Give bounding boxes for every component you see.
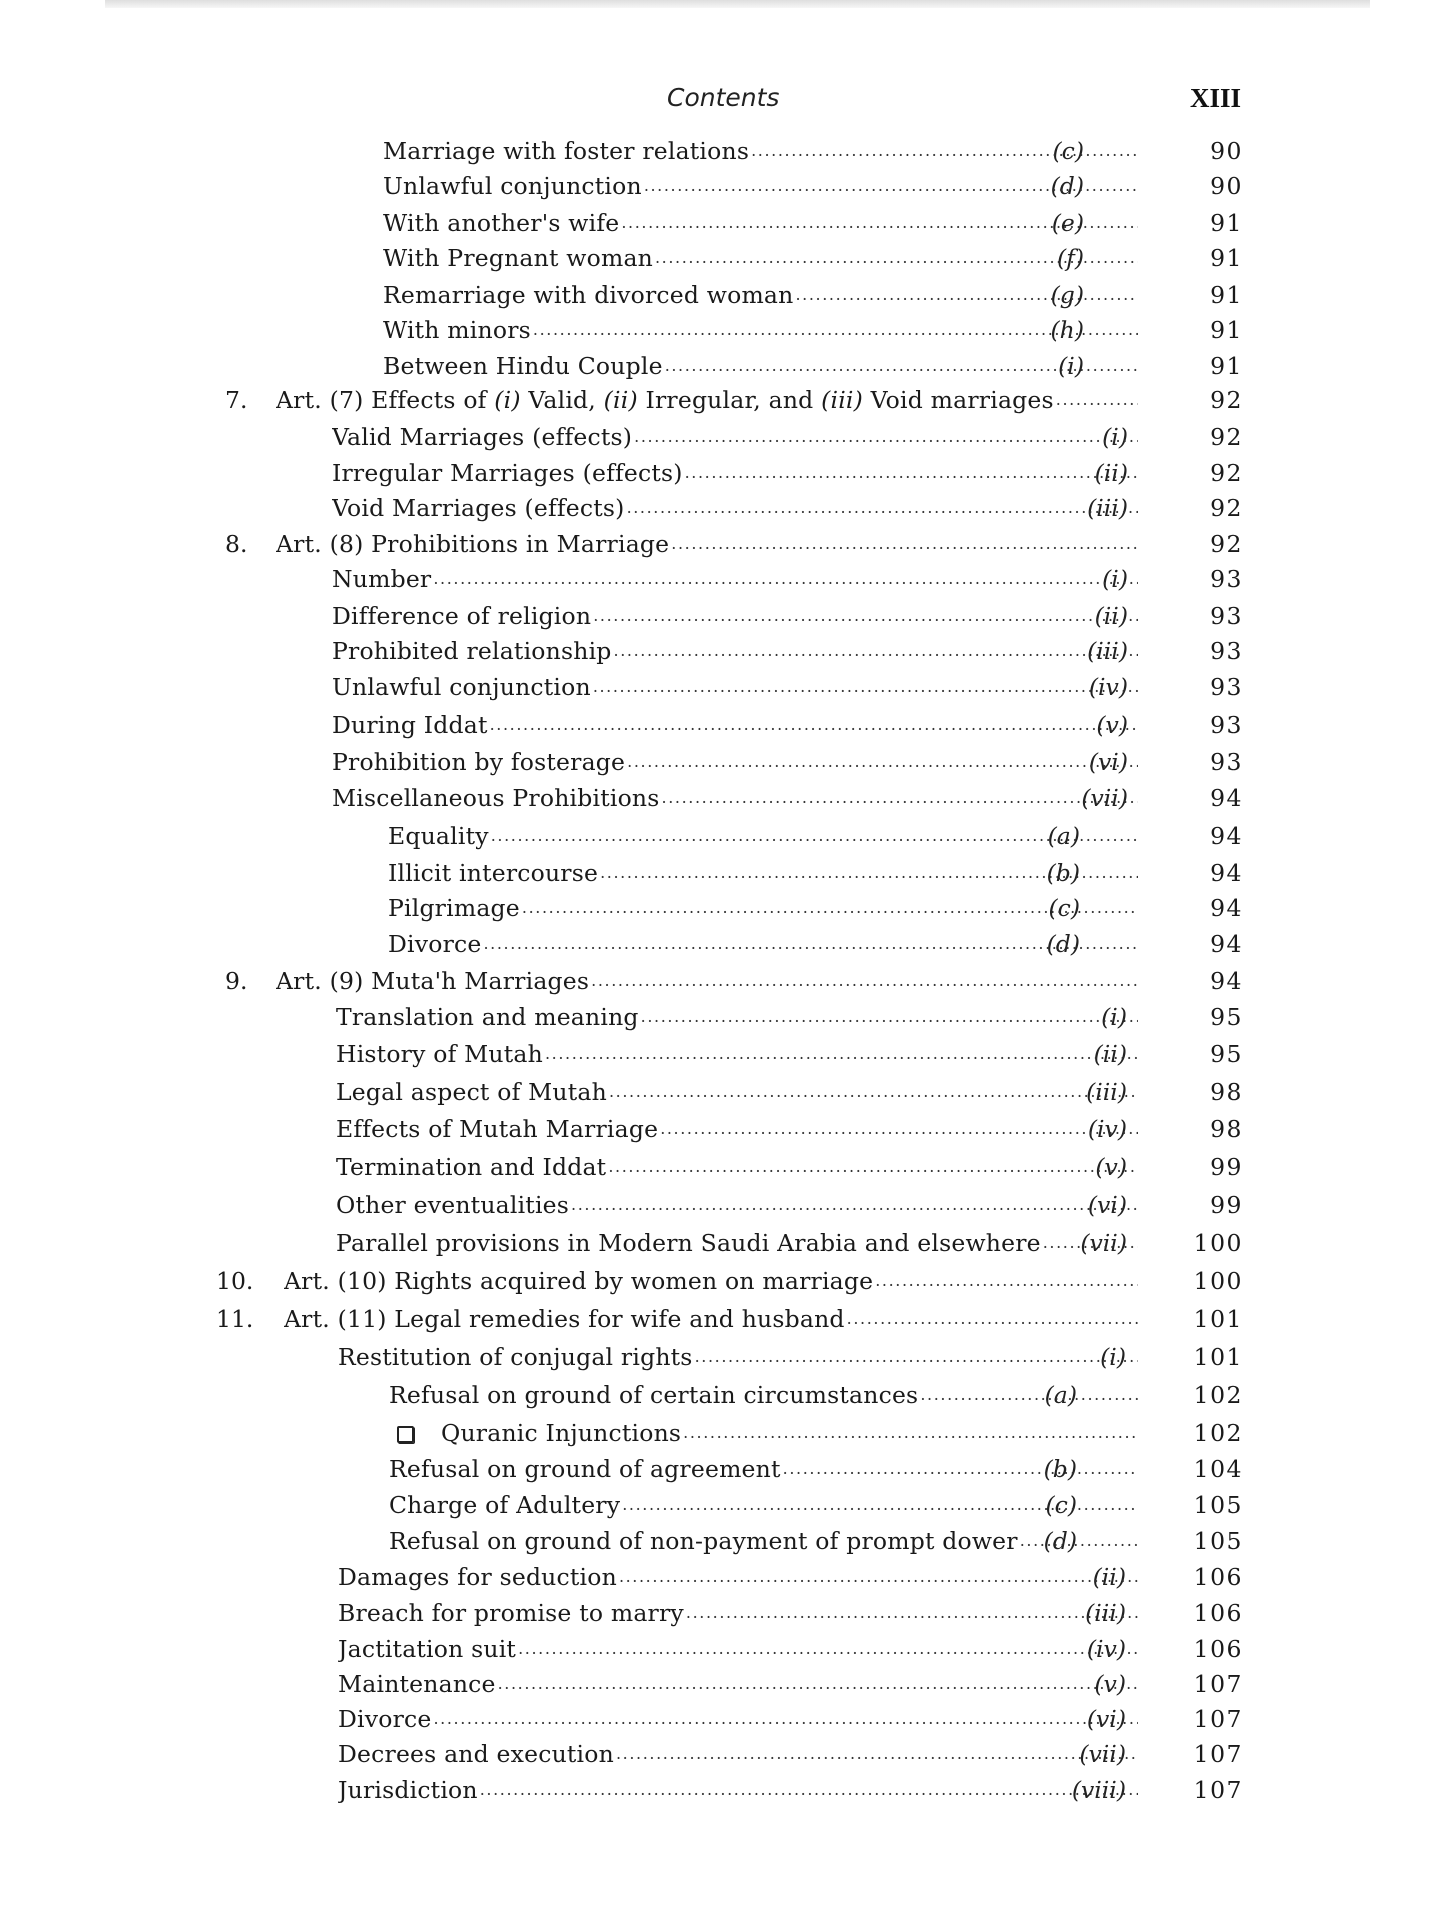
entry-title-with-leader <box>389 1378 1138 1412</box>
dot-leader <box>653 241 1138 275</box>
entry-page-number[interactable]: 92 <box>1210 386 1243 414</box>
entry-page-number[interactable]: 99 <box>1210 1191 1243 1219</box>
entry-number: 7. <box>225 386 248 414</box>
entry-page-number[interactable]: 93 <box>1210 748 1243 776</box>
entry-page-number[interactable]: 92 <box>1210 459 1243 487</box>
toc-entry[interactable] <box>0 1188 1440 1222</box>
entry-title[interactable]: Divorce <box>338 1705 432 1733</box>
dot-leader <box>1054 383 1138 417</box>
entry-page-number[interactable]: 105 <box>1193 1527 1243 1555</box>
toc-entry[interactable] <box>0 491 1440 525</box>
entry-title[interactable]: Art. (11) Legal remedies for wife and husband <box>284 1305 845 1333</box>
entry-title[interactable]: Between Hindu Couple <box>383 352 663 380</box>
entry-page-number[interactable]: 91 <box>1210 244 1243 272</box>
running-header <box>0 80 1440 116</box>
entry-label: (a) <box>1044 1381 1077 1409</box>
entry-title[interactable]: Art. (10) Rights acquired by women on marriage <box>284 1267 874 1295</box>
entry-title[interactable]: With another's wife <box>383 209 620 237</box>
entry-page-number[interactable]: 104 <box>1193 1455 1243 1483</box>
entry-title-with-leader <box>389 1524 1138 1558</box>
entry-page-number[interactable]: 92 <box>1210 530 1243 558</box>
entry-label: (d) <box>1046 930 1080 958</box>
entry-title[interactable]: Parallel provisions in Modern Saudi Arabia and elsewhere <box>336 1229 1041 1257</box>
entry-page-number[interactable]: 102 <box>1193 1419 1243 1447</box>
dot-leader <box>543 1037 1138 1071</box>
entry-page-number[interactable]: 100 <box>1193 1267 1243 1295</box>
dot-leader <box>489 819 1138 853</box>
entry-label: (a) <box>1047 822 1080 850</box>
running-title: Contents <box>667 83 780 112</box>
scan-top-edge-shadow <box>105 0 1370 8</box>
entry-page-number[interactable]: 93 <box>1210 673 1243 701</box>
entry-label: (b) <box>1046 859 1080 887</box>
entry-title-with-leader <box>383 313 1138 347</box>
entry-title[interactable]: History of Mutah <box>336 1040 543 1068</box>
dot-leader <box>569 1188 1138 1222</box>
toc-section-entry[interactable] <box>0 383 1440 417</box>
dot-leader <box>749 134 1138 168</box>
entry-page-number[interactable]: 100 <box>1193 1229 1243 1257</box>
entry-title-with-leader <box>338 1632 1138 1666</box>
entry-title[interactable]: Remarriage with divorced woman <box>383 281 794 309</box>
entry-title-with-leader <box>338 1702 1138 1736</box>
entry-page-number[interactable]: 93 <box>1210 637 1243 665</box>
entry-label: (iii) <box>1087 494 1128 522</box>
toc-entry[interactable] <box>0 1075 1440 1109</box>
dot-leader <box>781 1452 1138 1486</box>
toc-entry[interactable] <box>0 1000 1440 1034</box>
entry-title[interactable]: Art. (7) Effects of (i) Valid, (ii) Irregular, and (iii) Void marriages <box>276 386 1054 414</box>
dot-leader <box>693 1340 1138 1374</box>
entry-label: (f) <box>1056 244 1084 272</box>
entry-number: 8. <box>225 530 248 558</box>
entry-label: (e) <box>1051 209 1084 237</box>
dot-leader <box>660 781 1138 815</box>
toc-entry[interactable] <box>0 1737 1440 1771</box>
dot-leader <box>669 527 1138 561</box>
toc-entry[interactable] <box>0 1596 1440 1630</box>
entry-label: (c) <box>1052 137 1084 165</box>
entry-title[interactable]: Marriage with foster relations <box>383 137 750 165</box>
entry-title[interactable]: Void Marriages (effects) <box>332 494 625 522</box>
dot-leader <box>1041 1226 1138 1260</box>
dot-leader <box>481 927 1138 961</box>
toc-entry[interactable] <box>0 1773 1440 1807</box>
entry-label: (d) <box>1050 172 1084 200</box>
dot-leader <box>478 1773 1138 1807</box>
entry-title-with-leader <box>284 1264 1138 1298</box>
entry-title[interactable]: Prohibition by fosterage <box>332 748 626 776</box>
entry-label: (c) <box>1048 894 1080 922</box>
toc-entry[interactable] <box>0 1632 1440 1666</box>
entry-title[interactable]: Unlawful conjunction <box>383 172 642 200</box>
entry-title[interactable]: Jactitation suit <box>338 1635 517 1663</box>
entry-title-with-leader <box>336 1226 1138 1260</box>
entry-title[interactable]: Number <box>332 565 432 593</box>
entry-title[interactable]: Decrees and execution <box>338 1740 614 1768</box>
toc-entry[interactable] <box>0 134 1440 168</box>
entry-number: 11. <box>216 1305 254 1333</box>
dot-leader <box>625 491 1138 525</box>
entry-title-with-leader <box>332 456 1138 490</box>
entry-title-with-leader <box>338 1773 1138 1807</box>
entry-title-with-leader <box>388 819 1138 853</box>
toc-section-entry[interactable] <box>0 527 1440 561</box>
entry-page-number[interactable]: 94 <box>1210 930 1243 958</box>
entry-label: (i) <box>1102 423 1128 451</box>
entry-page-number[interactable]: 91 <box>1210 281 1243 309</box>
entry-title-with-leader <box>383 169 1138 203</box>
entry-page-number[interactable]: 107 <box>1193 1705 1243 1733</box>
toc-section-entry[interactable] <box>0 964 1440 998</box>
entry-label: (d) <box>1043 1527 1077 1555</box>
entry-title[interactable]: Unlawful conjunction <box>332 673 591 701</box>
entry-title[interactable]: Quranic Injunctions <box>441 1419 682 1447</box>
entry-title[interactable]: With Pregnant woman <box>383 244 653 272</box>
toc-entry[interactable] <box>0 1150 1440 1184</box>
entry-title[interactable]: During Iddat <box>332 711 488 739</box>
entry-page-number[interactable]: 107 <box>1193 1740 1243 1768</box>
entry-title-with-leader <box>389 1488 1138 1522</box>
dot-leader <box>663 349 1138 383</box>
entry-page-number[interactable]: 95 <box>1210 1003 1243 1031</box>
toc-entry[interactable] <box>0 1378 1440 1412</box>
entry-title[interactable]: Divorce <box>388 930 482 958</box>
entry-title-with-leader <box>338 1596 1138 1630</box>
entry-title[interactable]: Art. (8) Prohibitions in Marriage <box>276 530 670 558</box>
entry-title-with-leader <box>441 1416 1138 1450</box>
entry-label: (i) <box>1100 1343 1126 1371</box>
entry-title-with-leader <box>338 1737 1138 1771</box>
entry-label: (ii) <box>1094 602 1128 630</box>
entry-page-number[interactable]: 107 <box>1193 1776 1243 1804</box>
entry-title-with-leader <box>336 1150 1138 1184</box>
toc-entry[interactable] <box>0 745 1440 779</box>
entry-title[interactable]: With minors <box>383 316 531 344</box>
entry-label: (viii) <box>1071 1776 1126 1804</box>
entry-page-number[interactable]: 105 <box>1193 1491 1243 1519</box>
toc-entry[interactable] <box>0 1488 1440 1522</box>
dot-leader <box>845 1302 1138 1336</box>
entry-page-number[interactable]: 102 <box>1193 1381 1243 1409</box>
entry-title[interactable]: Damages for seduction <box>338 1563 617 1591</box>
entry-title-with-leader <box>389 1452 1138 1486</box>
entry-label: (i) <box>1058 352 1084 380</box>
dot-leader <box>598 856 1138 890</box>
toc-entry[interactable] <box>0 670 1440 704</box>
entry-title[interactable]: Other eventualities <box>336 1191 570 1219</box>
dot-leader <box>516 1632 1138 1666</box>
dot-leader <box>431 1702 1138 1736</box>
dot-leader <box>589 964 1138 998</box>
entry-title[interactable]: Miscellaneous Prohibitions <box>332 784 660 812</box>
dot-leader <box>614 1737 1138 1771</box>
entry-title-with-leader <box>284 1302 1138 1336</box>
dot-leader <box>1018 1524 1138 1558</box>
entry-title[interactable]: Prohibited relationship <box>332 637 612 665</box>
entry-title[interactable]: Effects of Mutah Marriage <box>336 1115 659 1143</box>
dot-leader <box>918 1378 1138 1412</box>
entry-title[interactable]: Charge of Adultery <box>389 1491 621 1519</box>
dot-leader <box>684 1596 1138 1630</box>
entry-label: (vi) <box>1086 1705 1126 1733</box>
entry-title-with-leader <box>388 856 1138 890</box>
entry-title[interactable]: Irregular Marriages (effects) <box>332 459 683 487</box>
dot-leader <box>793 278 1138 312</box>
entry-title-with-leader <box>276 383 1138 417</box>
entry-title[interactable]: Maintenance <box>338 1670 496 1698</box>
toc-entry[interactable] <box>0 420 1440 454</box>
entry-page-number[interactable]: 101 <box>1193 1343 1243 1371</box>
entry-label: (vi) <box>1088 748 1128 776</box>
toc-entry[interactable] <box>0 856 1440 890</box>
dot-leader <box>642 169 1138 203</box>
toc-entry[interactable] <box>0 1340 1440 1374</box>
toc-entry[interactable] <box>0 634 1440 668</box>
entry-page-number[interactable]: 93 <box>1210 602 1243 630</box>
entry-title-with-leader <box>332 781 1138 815</box>
entry-title-with-leader <box>332 708 1138 742</box>
entry-title-with-leader <box>332 491 1138 525</box>
dot-leader <box>632 420 1138 454</box>
toc-entry[interactable] <box>0 169 1440 203</box>
entry-label: (i) <box>1101 1003 1127 1031</box>
dot-leader <box>625 745 1138 779</box>
entry-title-with-leader <box>383 349 1138 383</box>
entry-title-with-leader <box>388 927 1138 961</box>
entry-label: (iii) <box>1086 1078 1127 1106</box>
entry-title[interactable]: Valid Marriages (effects) <box>332 423 633 451</box>
entry-title-with-leader <box>336 1000 1138 1034</box>
toc-entry[interactable] <box>0 1524 1440 1558</box>
entry-title-with-leader <box>338 1340 1138 1374</box>
entry-label: (ii) <box>1094 459 1128 487</box>
entry-title-with-leader <box>332 420 1138 454</box>
entry-title[interactable]: Restitution of conjugal rights <box>338 1343 693 1371</box>
entry-label: (vii) <box>1079 1740 1126 1768</box>
entry-title-with-leader <box>383 241 1138 275</box>
entry-page-number[interactable]: 93 <box>1210 565 1243 593</box>
entry-page-number[interactable]: 106 <box>1193 1635 1243 1663</box>
dot-leader <box>531 313 1138 347</box>
entry-title[interactable]: Translation and meaning <box>336 1003 639 1031</box>
entry-label: (g) <box>1050 281 1084 309</box>
dot-leader <box>658 1112 1138 1146</box>
dot-leader <box>681 1416 1138 1450</box>
entry-label: (v) <box>1094 1670 1126 1698</box>
dot-leader <box>620 1488 1138 1522</box>
entry-title[interactable]: Legal aspect of Mutah <box>336 1078 607 1106</box>
toc-entry[interactable] <box>0 278 1440 312</box>
dot-leader <box>606 1150 1138 1184</box>
entry-label: (v) <box>1095 1153 1127 1181</box>
entry-page-number[interactable]: 92 <box>1210 423 1243 451</box>
page-number: XIII <box>1190 83 1242 113</box>
entry-title-with-leader <box>336 1075 1138 1109</box>
entry-title-with-leader <box>336 1188 1138 1222</box>
entry-title-with-leader <box>336 1037 1138 1071</box>
entry-page-number[interactable]: 93 <box>1210 711 1243 739</box>
toc-entry[interactable] <box>0 206 1440 240</box>
entry-title-with-leader <box>332 634 1138 668</box>
toc-entry[interactable] <box>0 1037 1440 1071</box>
toc-section-entry[interactable] <box>0 1302 1440 1336</box>
toc-entry[interactable] <box>0 241 1440 275</box>
entry-title[interactable]: Refusal on ground of agreement <box>389 1455 781 1483</box>
entry-title[interactable]: Equality <box>388 822 489 850</box>
entry-page-number[interactable]: 107 <box>1193 1670 1243 1698</box>
entry-page-number[interactable]: 106 <box>1193 1563 1243 1591</box>
entry-label: (ii) <box>1093 1040 1127 1068</box>
entry-page-number[interactable]: 106 <box>1193 1599 1243 1627</box>
entry-label: (iv) <box>1087 1115 1127 1143</box>
toc-entry[interactable] <box>0 313 1440 347</box>
dot-leader <box>873 1264 1138 1298</box>
dot-leader <box>619 206 1138 240</box>
entry-title-with-leader <box>332 562 1138 596</box>
toc-entry[interactable] <box>0 891 1440 925</box>
toc-entry[interactable] <box>0 562 1440 596</box>
dot-leader <box>488 708 1138 742</box>
dot-leader <box>520 891 1138 925</box>
dot-leader <box>496 1667 1138 1701</box>
entry-page-number[interactable]: 94 <box>1210 784 1243 812</box>
entry-title-with-leader <box>276 527 1138 561</box>
entry-label: (h) <box>1050 316 1084 344</box>
toc-entry[interactable] <box>0 819 1440 853</box>
entry-page-number[interactable]: 91 <box>1210 352 1243 380</box>
toc-entry[interactable] <box>0 781 1440 815</box>
entry-page-number[interactable]: 94 <box>1210 822 1243 850</box>
entry-label: (iii) <box>1087 637 1128 665</box>
toc-section-entry[interactable] <box>0 1264 1440 1298</box>
toc-entry[interactable] <box>0 1667 1440 1701</box>
entry-label: (vi) <box>1087 1191 1127 1219</box>
entry-title-with-leader <box>383 278 1138 312</box>
entry-page-number[interactable]: 95 <box>1210 1040 1243 1068</box>
dot-leader <box>591 670 1138 704</box>
entry-title-with-leader <box>383 134 1138 168</box>
toc-entry[interactable] <box>0 927 1440 961</box>
entry-label: (ii) <box>1092 1563 1126 1591</box>
toc-entry[interactable] <box>0 708 1440 742</box>
entry-page-number[interactable]: 91 <box>1210 316 1243 344</box>
entry-title[interactable]: Termination and Iddat <box>336 1153 607 1181</box>
entry-number: 9. <box>225 967 248 995</box>
entry-page-number[interactable]: 94 <box>1210 894 1243 922</box>
entry-title-with-leader <box>332 599 1138 633</box>
entry-label: (iii) <box>1085 1599 1126 1627</box>
dot-leader <box>612 634 1138 668</box>
entry-page-number[interactable]: 98 <box>1210 1078 1243 1106</box>
dot-leader <box>431 562 1138 596</box>
entry-label: (b) <box>1043 1455 1077 1483</box>
entry-label: (v) <box>1096 711 1128 739</box>
toc-entry[interactable] <box>0 1112 1440 1146</box>
dot-leader <box>617 1560 1138 1594</box>
entry-label: (c) <box>1045 1491 1077 1519</box>
entry-label: (vii) <box>1081 784 1128 812</box>
entry-page-number[interactable]: 98 <box>1210 1115 1243 1143</box>
entry-title[interactable]: Pilgrimage <box>388 894 520 922</box>
entry-title-with-leader <box>388 891 1138 925</box>
entry-page-number[interactable]: 94 <box>1210 859 1243 887</box>
square-bullet-icon <box>397 1426 414 1443</box>
toc-entry[interactable] <box>0 1702 1440 1736</box>
toc-entry[interactable] <box>0 456 1440 490</box>
entry-title[interactable]: Refusal on ground of certain circumstances <box>389 1381 919 1409</box>
entry-page-number[interactable]: 90 <box>1210 137 1243 165</box>
entry-label: (i) <box>1102 565 1128 593</box>
entry-title-with-leader <box>276 964 1138 998</box>
toc-entry[interactable] <box>0 1560 1440 1594</box>
entry-title-with-leader <box>338 1560 1138 1594</box>
dot-leader <box>639 1000 1138 1034</box>
toc-entry[interactable] <box>0 1452 1440 1486</box>
entry-title-with-leader <box>336 1112 1138 1146</box>
entry-page-number[interactable]: 101 <box>1193 1305 1243 1333</box>
toc-entry[interactable] <box>0 1416 1440 1450</box>
entry-title[interactable]: Art. (9) Muta'h Marriages <box>276 967 590 995</box>
entry-title[interactable]: Illicit intercourse <box>388 859 599 887</box>
toc-entry[interactable] <box>0 1226 1440 1260</box>
dot-leader <box>683 456 1138 490</box>
entry-title-with-leader <box>338 1667 1138 1701</box>
entry-page-number[interactable]: 90 <box>1210 172 1243 200</box>
entry-page-number[interactable]: 91 <box>1210 209 1243 237</box>
entry-page-number[interactable]: 94 <box>1210 967 1243 995</box>
entry-page-number[interactable]: 99 <box>1210 1153 1243 1181</box>
entry-label: (iv) <box>1086 1635 1126 1663</box>
toc-entry[interactable] <box>0 599 1440 633</box>
entry-title-with-leader <box>332 670 1138 704</box>
entry-title-with-leader <box>383 206 1138 240</box>
entry-title-with-leader <box>332 745 1138 779</box>
entry-title[interactable]: Jurisdiction <box>338 1776 478 1804</box>
entry-label: (iv) <box>1088 673 1128 701</box>
dot-leader <box>607 1075 1138 1109</box>
entry-number: 10. <box>216 1267 254 1295</box>
entry-page-number[interactable]: 92 <box>1210 494 1243 522</box>
toc-entry[interactable] <box>0 349 1440 383</box>
dot-leader <box>591 599 1138 633</box>
entry-label: (vii) <box>1080 1229 1127 1257</box>
entry-title[interactable]: Refusal on ground of non-payment of prompt dower <box>389 1527 1018 1555</box>
entry-title[interactable]: Difference of religion <box>332 602 592 630</box>
entry-title[interactable]: Breach for promise to marry <box>338 1599 684 1627</box>
